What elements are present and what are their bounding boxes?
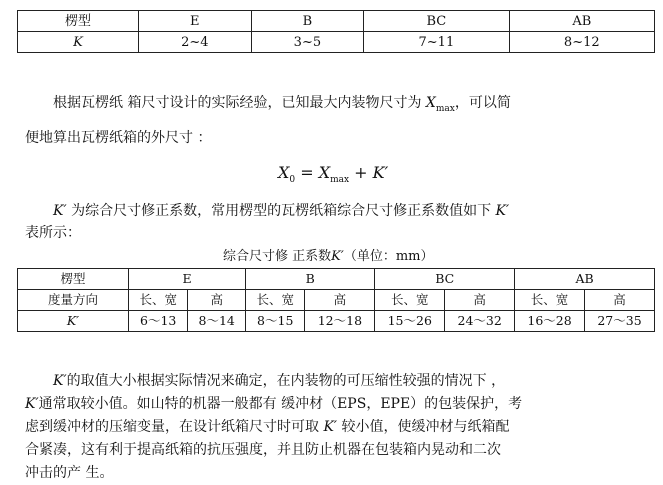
math-var: K′ (372, 163, 389, 182)
paragraph-line: 合紧凑，这有利于提高纸箱的抗压强度，并且防止机器在包装箱内晃动和二次 (25, 442, 501, 458)
text: 的取值大小根据实际情况来确定，在内装物的可压缩性较强的情况下 ， (66, 373, 506, 389)
text: 通常取较小值。如山特的机器一般都有 缓冲材（EPS，EPE）的包装保护，考 (38, 396, 523, 412)
table-cell: BC (375, 269, 515, 290)
table-cell: 15～26 (375, 311, 445, 332)
table-cell: 高 (585, 290, 655, 311)
formula (278, 163, 388, 185)
table-header-row (18, 269, 655, 290)
text: 根据瓦楞纸 箱尺寸设计的实际经验，已知最大内装物尺寸为 (53, 95, 426, 111)
table-cell: AB (515, 269, 655, 290)
table-row (18, 32, 655, 53)
math-op: = (295, 163, 319, 182)
table-cell: 楞型 (18, 269, 129, 290)
table-cell: 度量方向 (18, 290, 129, 311)
paragraph-line: 冲击的产 生。 (25, 465, 114, 481)
k-correction-table (17, 268, 655, 332)
math-var: K′ (25, 396, 39, 412)
math-op: + (349, 163, 373, 182)
math-var: X (425, 95, 436, 111)
table-cell: 7~11 (364, 32, 509, 53)
math-var: X (318, 163, 331, 182)
table-cell: 27～35 (585, 311, 655, 332)
table-cell: 24～32 (445, 311, 515, 332)
table-row (18, 290, 655, 311)
paragraph-line (25, 370, 650, 390)
table-cell: BC (364, 11, 509, 32)
math-var: K′ (53, 203, 67, 219)
math-sub: 0 (289, 175, 296, 186)
math-var: K′ (495, 203, 510, 219)
math-sub: max (330, 175, 350, 186)
math-var: X (278, 163, 290, 182)
table-cell: 长、宽 (129, 290, 188, 311)
paragraph-line (25, 92, 650, 114)
table-cell: 8～14 (188, 311, 246, 332)
table-cell: 长、宽 (375, 290, 445, 311)
table-header-row (18, 11, 655, 32)
math-var: K′ (331, 249, 344, 264)
paragraph-line: 表所示： (25, 225, 81, 241)
table-cell: 长、宽 (515, 290, 585, 311)
table-cell: 16～28 (515, 311, 585, 332)
table-cell: K (18, 32, 139, 53)
text: 综合尺寸修 正系数 (223, 249, 332, 264)
table-cell: 12～18 (305, 311, 375, 332)
text: 为综合尺寸修正系数，常用楞型的瓦楞纸箱综合尺寸修正系数值如下 (66, 203, 496, 219)
table-cell: 高 (305, 290, 375, 311)
table-cell: E (129, 269, 246, 290)
text: 较小值，使缓冲材与纸箱配 (337, 419, 510, 435)
math-var: K′ (323, 419, 338, 435)
table-cell: AB (509, 11, 654, 32)
table-cell: 8～15 (246, 311, 305, 332)
table-cell: B (251, 11, 364, 32)
math-var: K′ (53, 373, 67, 389)
table-cell: 楞型 (18, 11, 139, 32)
paragraph-line: 便地算出瓦楞纸箱的外尺寸 ： (25, 130, 212, 146)
paragraph-line (25, 200, 650, 220)
table-row (18, 311, 655, 332)
table-cell: 8~12 (509, 32, 654, 53)
table-cell: E (139, 11, 252, 32)
text: 虑到缓冲材的压缩变量，在设计纸箱尺寸时可取 (25, 419, 324, 435)
math-sub: max (435, 103, 455, 114)
table-caption (223, 245, 433, 264)
table-cell: B (246, 269, 375, 290)
table-cell: 6～13 (129, 311, 188, 332)
text: ，可以简 (454, 95, 511, 111)
paragraph-line (25, 393, 650, 413)
table-cell: 3~5 (251, 32, 364, 53)
text: （单位：mm） (343, 249, 434, 264)
k-range-table (17, 10, 655, 53)
table-cell: 长、宽 (246, 290, 305, 311)
table-cell: 2~4 (139, 32, 252, 53)
table-cell: K′ (18, 311, 129, 332)
paragraph-line (25, 416, 650, 436)
table-cell: 高 (188, 290, 246, 311)
table-cell: 高 (445, 290, 515, 311)
